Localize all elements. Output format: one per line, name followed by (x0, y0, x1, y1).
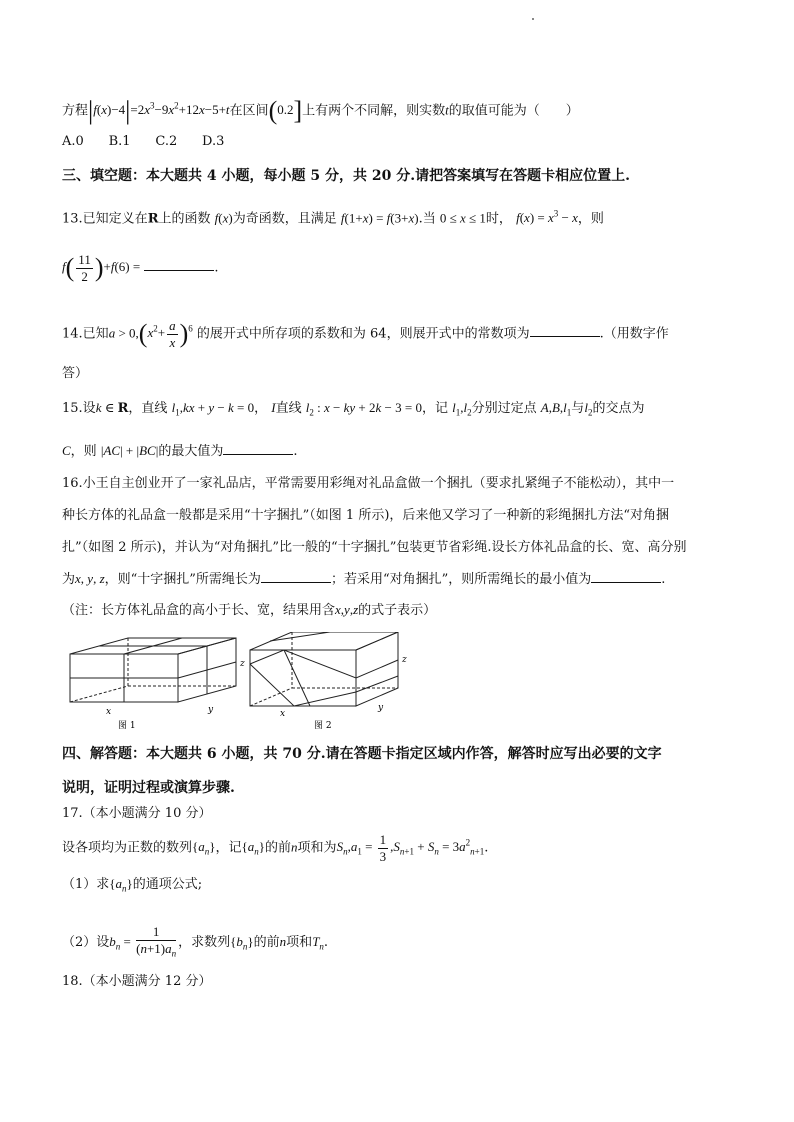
q16-line4-b: ，则“十字捆扎”所需绳长为 (104, 572, 261, 587)
q17-seq-b: $\{b_n\}$ (230, 933, 254, 952)
q17-part2-c: 的前 (253, 934, 280, 950)
q15-line2 (62, 440, 298, 462)
q17-part1-seq: $\{a_n\}$ (109, 876, 133, 894)
q16-answer-blank-1[interactable] (261, 568, 331, 583)
gift-box-figures (68, 632, 408, 732)
option-d: D.3 (202, 134, 225, 149)
q17-conditions: $S_n,a_1$ = $\frac{1}{3}$ $,S_{n+1} + S_n = 3a^2_{n+1}$ (336, 832, 485, 864)
q15-text-e: ，记 (421, 401, 448, 416)
q12-var-t: t (445, 102, 449, 118)
q12-equation-line (62, 96, 579, 126)
q14-binomial: ($x^2+$ $\frac{a}{x}$ )$^6$ (138, 318, 193, 350)
section3-heading: 三、填空题：本大题共 4 小题，每小题 5 分，共 20 分.请把答案填写在答题卡相应位置上. (62, 168, 630, 184)
q16-line4-a: 为 (62, 572, 76, 587)
fig1-caption: 图 1 (118, 721, 136, 731)
q15-text-g: 与 (571, 401, 585, 416)
q13-R: R (147, 211, 159, 227)
q16-note-vars: x,y,z (335, 602, 359, 617)
q17-part2-e: . (323, 934, 329, 950)
q17-n: n (291, 839, 298, 855)
q13-answer-blank[interactable] (144, 256, 214, 271)
q13-expression: f( $\frac{11}{2}$ )+f(6) = (62, 252, 141, 284)
q13-line2 (62, 252, 219, 285)
q17-stem-b: ，记 (215, 840, 242, 856)
q15-text-h: 的交点为 (592, 401, 645, 416)
q13-definition: $f(x) = x^3 - x$ (516, 209, 578, 226)
q15-answer-blank[interactable] (223, 440, 293, 455)
q16-note-a: （注：长方体礼品盒的高小于长、宽，结果用含 (62, 603, 336, 618)
option-b: B.1 (108, 134, 131, 149)
q16-line1: 16.小王自主创业开了一家礼品店，平常需要用彩绳对礼品盒做一个捆扎（要求扎紧绳子不能松动），其中一 (62, 476, 675, 491)
figure-2-diagonal-tie (250, 632, 398, 706)
fig1-x-label: x (106, 707, 112, 717)
q13-end: . (214, 260, 219, 276)
q17-seq-a: $\{a_n\}$ (192, 839, 216, 858)
q13-text-c: 为奇函数，且满足 (232, 211, 337, 227)
scan-dot (532, 18, 534, 20)
section4-heading-line2: 说明，证明过程或演算步骤. (62, 780, 235, 796)
q14-condition: a > 0, (108, 325, 139, 341)
q12-equation: $|f(x)-4|=2x^3-9x^2+12x-5+t$ (88, 96, 230, 126)
q16-line4-d: . (661, 572, 666, 587)
q12-options (62, 132, 224, 152)
q13-text-a: 13.已知定义在 (62, 211, 148, 227)
q17-seq-a2: $\{a_n\}$ (241, 839, 266, 858)
q15-l2b: $l_2$ (584, 400, 593, 418)
q15-end: . (293, 444, 298, 459)
q17-Tn: $T_n$ (312, 933, 324, 952)
q17-part2 (62, 924, 328, 962)
q17-stem-d: 项和为 (297, 840, 337, 856)
q15-text-c: ， (254, 401, 268, 416)
fig2-z-label: z (402, 655, 407, 665)
q13-text-f: ，则 (577, 211, 604, 227)
q17-stem-c: 的前 (265, 840, 292, 856)
section4-heading-line1: 四、解答题：本大题共 6 小题，共 70 分.请在答题卡指定区域内作答，解答时应写出必要的文字 (62, 746, 662, 762)
q17-stem-e: . (484, 840, 489, 856)
q12-interval: (0.2] (268, 96, 303, 126)
q15-line-l1: $l_1,kx + y - k = 0$ (171, 400, 255, 418)
fig1-z-label: z (240, 659, 245, 669)
q13-range: 0 ≤ x ≤ 1 (439, 210, 486, 226)
q12-tail: 的取值可能为（ ） (448, 103, 579, 119)
fig2-y-label: y (378, 703, 384, 713)
q15-points: $A,B,l_1$ (540, 400, 572, 418)
q17-n2: n (279, 933, 287, 949)
option-c: C.2 (155, 134, 178, 149)
q17-part2-d: 项和 (286, 934, 313, 950)
q15-text-b: ，直线 (128, 401, 168, 416)
q15-k: k ∈ (95, 400, 118, 415)
fig1-y-label: y (208, 705, 214, 715)
q18-title: 18.（本小题满分 12 分） (62, 974, 212, 989)
q17-bn-def: $b_n$ = $\frac{1}{(n+1)a_n}$ (109, 924, 177, 959)
q16-line4-c: ；若采用“对角捆扎”，则所需绳长的最小值为 (330, 572, 592, 587)
fig2-caption: 图 2 (314, 721, 332, 731)
q15-l1l2: $l_1,l_2$ (452, 400, 472, 418)
q15-R: R (117, 401, 129, 416)
q16-note (62, 600, 436, 621)
q13-text-e: 时， (485, 211, 512, 227)
q15-line-l2: $l_2$ : x − ky + 2k − 3 = 0 (305, 400, 422, 418)
q17-part1 (62, 874, 202, 899)
q15-text-j: 的最大值为 (158, 444, 224, 459)
q13-text-b: 上的函数 (158, 211, 211, 227)
q15-text-f: 分别过定点 (471, 401, 537, 416)
q17-part1-a: （1）求 (62, 877, 110, 892)
q16-line4 (62, 568, 665, 590)
q14-text-c: .（用数字作 (599, 326, 669, 342)
q12-mid: 在区间 (229, 103, 269, 119)
q16-figures (68, 632, 408, 736)
q13-fx: f(x) (214, 210, 233, 226)
q16-line3: 扎”（如图 2 所示)，并认为“对角捆扎”比一般的“十字捆扎”包装更节省彩绳.设长方体礼品盒的长、宽、高分别 (62, 540, 687, 555)
q14-text-b: 的展开式中所存项的系数和为 64，则展开式中的常数项为 (196, 326, 530, 342)
q13-text-d: .当 (418, 211, 436, 227)
q16-line2: 种长方体的礼品盒一般都是采用“十字捆扎”（如图 1 所示)，后来他又学习了一种新的彩绳捆扎方法“对角捆 (62, 508, 670, 523)
q16-answer-blank-2[interactable] (591, 568, 661, 583)
q13-functional-eq: f(1+x) = f(3+x) (340, 210, 419, 226)
q17-title: 17.（本小题满分 10 分） (62, 806, 212, 821)
q12-prefix: 方程 (62, 103, 89, 119)
fig2-x-label: x (280, 709, 286, 719)
figure-1-cross-tie (70, 638, 236, 702)
q15-C: C (62, 443, 71, 458)
q17-part2-b: ，求数列 (178, 934, 231, 950)
q15-line1 (62, 398, 644, 423)
q15-I: I (271, 400, 276, 415)
q12-suffix: 上有两个不同解，则实数 (302, 103, 446, 119)
q17-stem-a: 设各项均为正数的数列 (62, 840, 193, 856)
q14-line1 (62, 318, 669, 351)
q14-text-a: 14.已知 (62, 326, 109, 342)
q16-note-b: 的式子表示） (358, 603, 437, 618)
q17-part2-a: （2）设 (62, 934, 110, 950)
q15-text-d: 直线 (275, 401, 302, 416)
q16-vars: x, y, z (75, 571, 105, 586)
q17-stem (62, 832, 488, 865)
option-a: A.0 (62, 134, 84, 149)
q14-line2: 答） (62, 366, 89, 381)
q15-text-i: ，则 (70, 444, 97, 459)
q15-expression: |AC| + |BC| (100, 443, 159, 458)
q15-text-a: 15.设 (62, 401, 96, 416)
q13-line1 (62, 204, 604, 229)
q14-answer-blank[interactable] (530, 322, 600, 337)
q17-part1-b: 的通项公式; (132, 877, 203, 892)
